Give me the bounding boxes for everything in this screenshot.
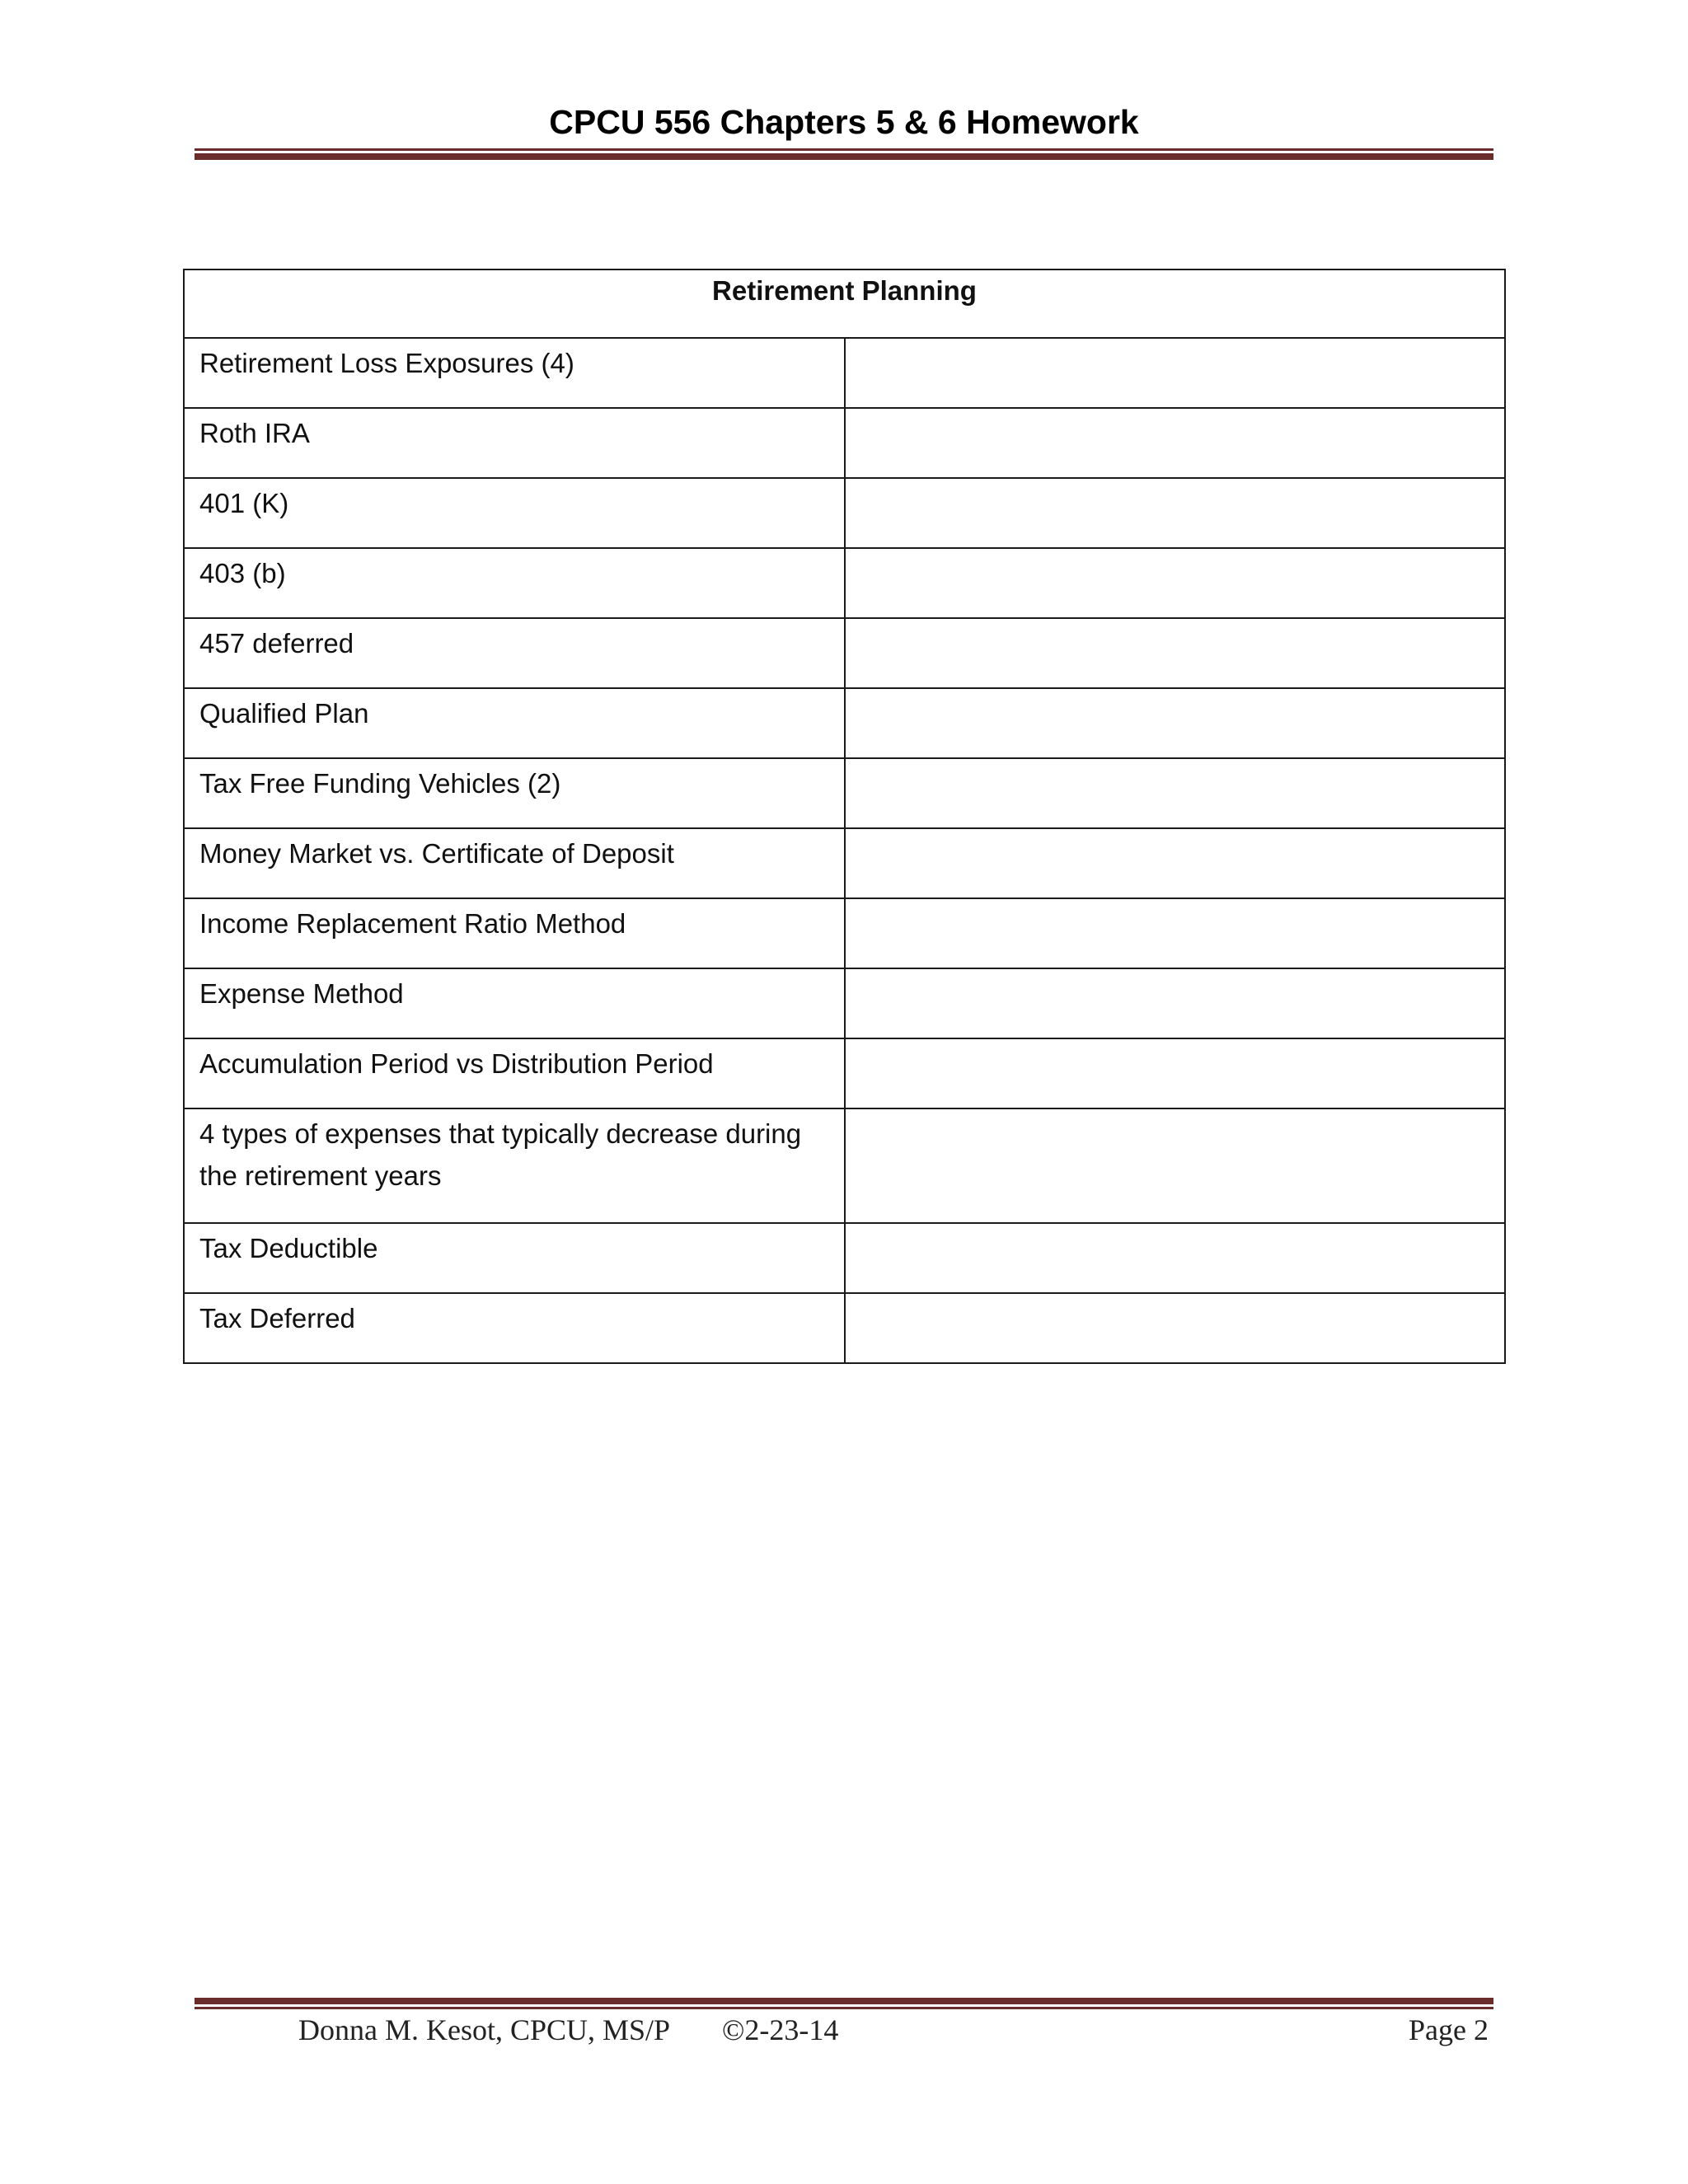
row-label: Income Replacement Ratio Method (184, 898, 845, 968)
footer-rule-thick (195, 1998, 1493, 2004)
answer-cell[interactable] (845, 478, 1506, 548)
row-label: 403 (b) (184, 548, 845, 618)
answer-cell[interactable] (845, 968, 1506, 1038)
answer-cell[interactable] (845, 758, 1506, 828)
row-label: Qualified Plan (184, 688, 845, 758)
answer-cell[interactable] (845, 1223, 1506, 1293)
answer-cell[interactable] (845, 688, 1506, 758)
row-label: Tax Free Funding Vehicles (2) (184, 758, 845, 828)
table-row (184, 338, 1505, 408)
row-label: 4 types of expenses that typically decrease during the retirement years (184, 1108, 845, 1223)
table-row (184, 1223, 1505, 1293)
row-label: Tax Deductible (184, 1223, 845, 1293)
row-label: 401 (K) (184, 478, 845, 548)
header-rule-thick (195, 153, 1493, 160)
page-title: CPCU 556 Chapters 5 & 6 Homework (549, 103, 1139, 141)
table-row (184, 758, 1505, 828)
footer-author: Donna M. Kesot, CPCU, MS/P (298, 2013, 671, 2046)
table-heading: Retirement Planning (184, 269, 1505, 338)
answer-cell[interactable] (845, 408, 1506, 478)
table-row (184, 478, 1505, 548)
footer-page-number: Page 2 (1409, 2013, 1489, 2046)
answer-cell[interactable] (845, 828, 1506, 898)
table-heading-row (184, 269, 1505, 338)
retirement-planning-table (183, 269, 1506, 1364)
answer-cell[interactable] (845, 548, 1506, 618)
row-label: Tax Deferred (184, 1293, 845, 1363)
row-label: Expense Method (184, 968, 845, 1038)
table-row (184, 828, 1505, 898)
table-row (184, 968, 1505, 1038)
row-label: Accumulation Period vs Distribution Period (184, 1038, 845, 1108)
table-row (184, 408, 1505, 478)
table-row (184, 898, 1505, 968)
table-row (184, 688, 1505, 758)
row-label: 457 deferred (184, 618, 845, 688)
row-label: Retirement Loss Exposures (4) (184, 338, 845, 408)
answer-cell[interactable] (845, 618, 1506, 688)
header-rule-thin (195, 148, 1493, 151)
answer-cell[interactable] (845, 1038, 1506, 1108)
row-label: Roth IRA (184, 408, 845, 478)
answer-cell[interactable] (845, 898, 1506, 968)
answer-cell[interactable] (845, 1293, 1506, 1363)
footer-date: ©2-23-14 (722, 2013, 839, 2046)
table-row (184, 1293, 1505, 1363)
answer-cell[interactable] (845, 338, 1506, 408)
row-label: Money Market vs. Certificate of Deposit (184, 828, 845, 898)
table-row (184, 618, 1505, 688)
table-row (184, 1108, 1505, 1223)
table-row (184, 548, 1505, 618)
table-row (184, 1038, 1505, 1108)
answer-cell[interactable] (845, 1108, 1506, 1223)
